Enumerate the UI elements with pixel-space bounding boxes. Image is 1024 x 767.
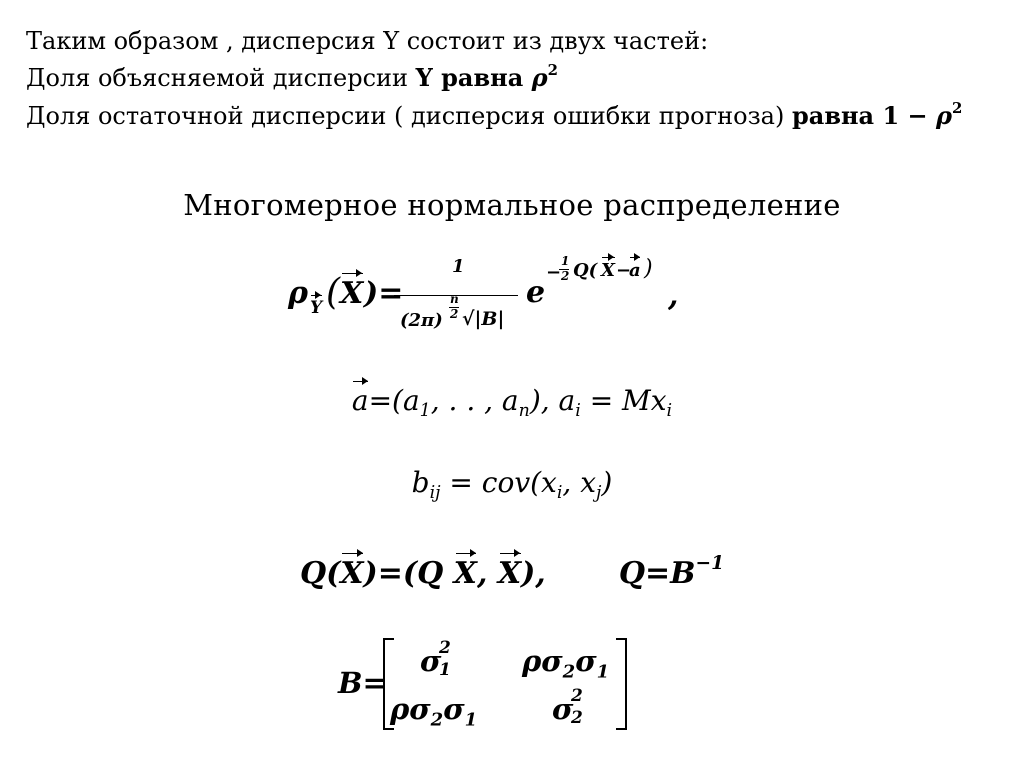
formula-q-mid: )=(Q [363, 556, 454, 591]
formula-a-close: ), a [529, 384, 576, 417]
density-exp-x: X [601, 260, 615, 281]
formula-q-quadratic [0, 553, 1024, 591]
density-exp-frac-num: 1 [561, 254, 570, 268]
intro-line-2-rho: ρ [531, 63, 548, 92]
matrix-r2c1-base: ρσ [390, 692, 431, 726]
matrix-right-bracket [614, 638, 628, 730]
matrix-r2c1-sub2: 1 [464, 709, 478, 731]
density-den-base: (2π) [400, 310, 443, 331]
formula-q-comma: , [476, 556, 498, 591]
matrix-r1c2-sub2: 1 [596, 661, 610, 683]
matrix-r2c2-base: σ [552, 692, 574, 726]
intro-line-3-sup: 2 [951, 98, 963, 117]
density-num: 1 [452, 256, 465, 277]
intro-line-2-text: Доля объясняемой дисперсии [26, 64, 416, 92]
formula-q-inverse: Q=B [618, 556, 696, 591]
intro-line-2-bold: Y равна [415, 63, 532, 92]
density-rho: ρ [288, 276, 308, 311]
matrix-label: B= [338, 666, 387, 700]
intro-line-2-sup: 2 [547, 60, 558, 79]
formula-b-symbol: b [411, 466, 430, 499]
density-e: e [526, 275, 546, 310]
formula-b-comma: , x [562, 466, 597, 499]
matrix-r1c1-base: σ [420, 644, 442, 678]
formula-b-cov [0, 466, 1024, 504]
density-comma: , [668, 278, 679, 313]
density-den-exp-n: n [450, 292, 459, 306]
formula-b-sub-ij: ij [429, 483, 441, 504]
density-den-rest: √|B| [462, 308, 505, 330]
formula-a-sub1: 1 [419, 401, 431, 422]
density-exp-minus: − [546, 262, 562, 283]
formula-a-symbol: a [351, 384, 369, 417]
formula-a-vector [0, 384, 1024, 422]
density-lparen: ( [326, 272, 341, 313]
formula-q-x1: X [340, 556, 364, 591]
formula-b-sub-j: j [596, 483, 602, 504]
matrix-r2c1 [390, 692, 478, 731]
density-sub-y: Y [310, 298, 323, 318]
intro-line-3-text: Доля остаточной дисперсии ( дисперсия ошибки прогноза) [26, 102, 792, 130]
matrix-r2c1-mid: σ [443, 692, 465, 726]
formula-a-subi2: i [666, 401, 673, 422]
formula-a-subn: n [518, 401, 530, 422]
formula-q-x3: X [497, 556, 522, 591]
matrix-r1c2-base: ρσ [522, 644, 563, 678]
density-x: X [340, 276, 364, 311]
formula-q-spacer [546, 556, 619, 591]
density-rparen-eq: )= [364, 276, 404, 311]
matrix-r1c2 [522, 644, 610, 683]
intro-line-3-rho: ρ [935, 101, 952, 130]
intro-line-1: Таким образом , дисперсия Y состоит из двух частей: [26, 27, 709, 55]
formula-b-sub-i: i [556, 483, 563, 504]
formula-a-eq2: = Mx [580, 384, 667, 417]
matrix-r1c2-sub1: 2 [562, 661, 576, 683]
formula-a-subi: i [575, 401, 581, 422]
intro-line-3-bold: равна 1 − [791, 101, 936, 130]
matrix-r1c1-sub: 1 [439, 660, 451, 680]
formula-q-open: Q( [299, 556, 341, 591]
section-title: Многомерное нормальное распределение [183, 188, 841, 222]
formula-q-exp: −1 [695, 553, 725, 575]
density-exp-frac-den: 2 [561, 269, 570, 283]
density-exp-close: ) [644, 256, 653, 281]
matrix-r2c1-sub1: 2 [430, 709, 444, 731]
matrix-r2c2-sub: 2 [571, 708, 583, 728]
formula-q-x2: X [453, 556, 477, 591]
formula-b-eq: = cov(x [440, 466, 557, 499]
intro-line-2 [26, 60, 558, 93]
matrix-r1c2-mid: σ [575, 644, 597, 678]
formula-a-dots: , . . , a [430, 384, 519, 417]
matrix-r2c2-sup: 2 [571, 686, 583, 706]
density-den-exp-2: 2 [450, 307, 459, 321]
matrix-r1c1-sup: 2 [439, 638, 451, 658]
intro-line-3 [26, 98, 963, 131]
formula-q-close: ), [521, 556, 546, 591]
formula-b-close: ) [601, 466, 613, 499]
density-exp-q: Q( [573, 260, 598, 281]
density-exp-a: a [629, 260, 641, 281]
formula-a-eq: =(a [368, 384, 420, 417]
density-exp-minus2: − [616, 260, 632, 281]
